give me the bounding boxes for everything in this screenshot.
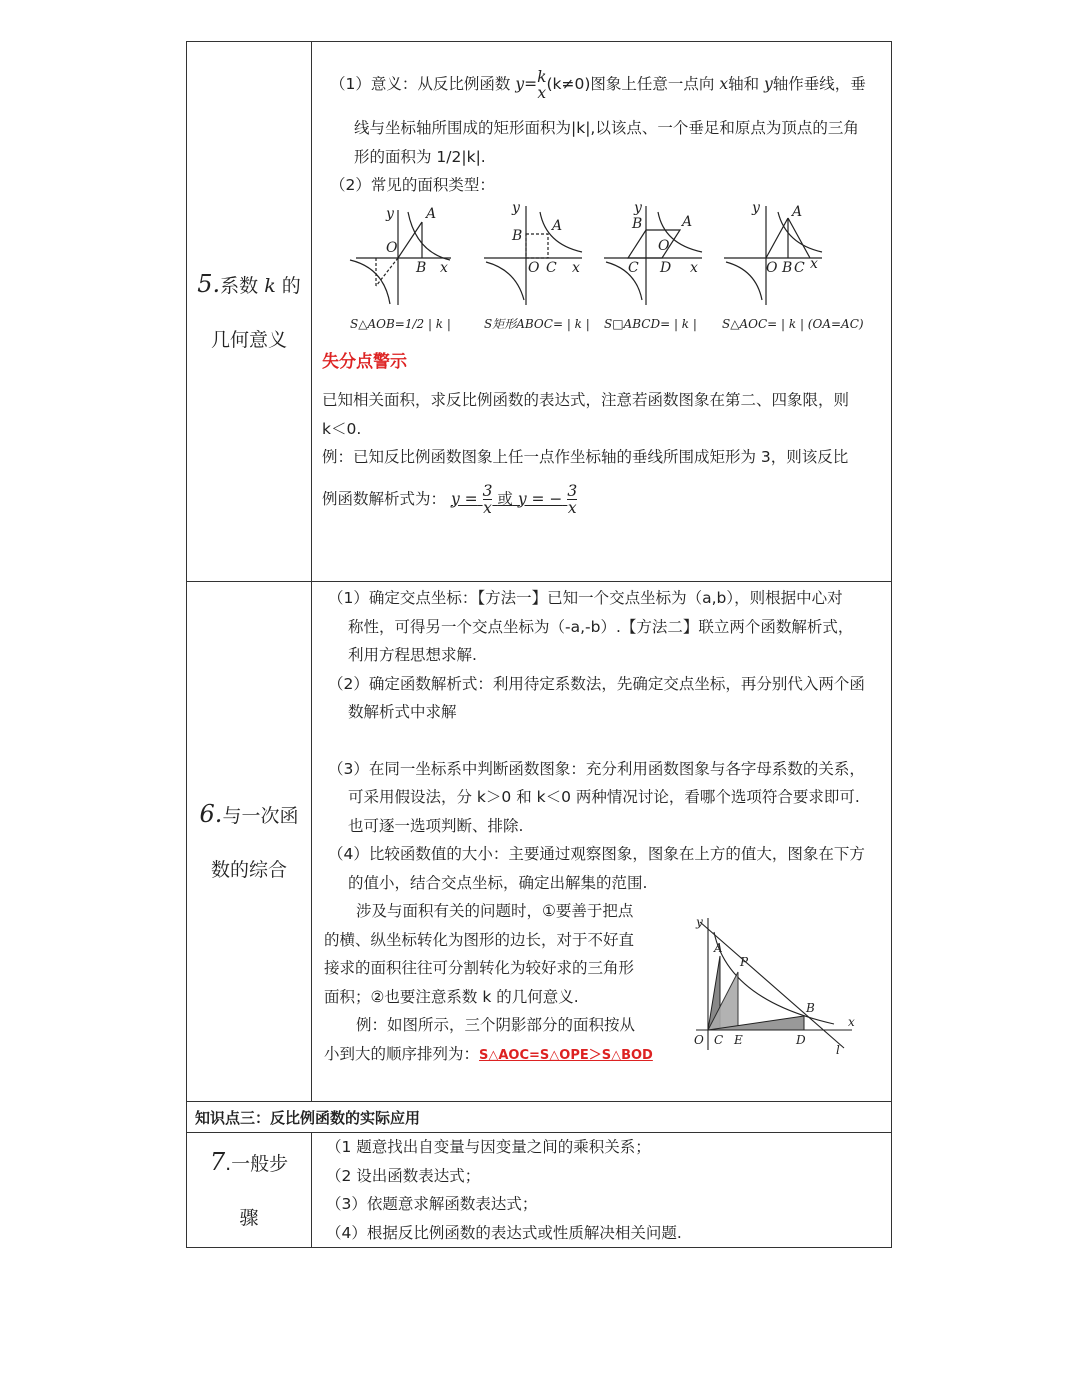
section6-number: 6.: [199, 799, 223, 828]
svg-text:O: O: [658, 237, 670, 254]
answer-fraction-1: [483, 483, 493, 516]
combo-line-10: 的值小，结合交点坐标，确定出解集的范围.: [348, 873, 648, 892]
section5-row: [187, 42, 892, 582]
svg-text:D: D: [796, 1033, 806, 1047]
section5-number: 5.: [197, 269, 221, 298]
combo-line-3: 利用方程思想求解.: [348, 646, 477, 664]
figure-4-label: S△AOC= | k | (OA=AC): [722, 316, 864, 331]
answer-y1: y =: [450, 489, 478, 508]
section7-title-a: .一般步: [225, 1153, 289, 1175]
svg-text:B: B: [416, 259, 427, 276]
section5-title-b: 的: [281, 274, 301, 297]
area-line-5: 例：如图所示，三个阴影部分的面积按从: [356, 1016, 636, 1034]
combo-line-7: 可采用假设法，分 k＞0 和 k＜0 两种情况讨论，看哪个选项符合要求即可.: [348, 788, 860, 806]
section6-content-cell: [312, 582, 892, 1102]
svg-text:y: y: [512, 199, 520, 216]
section7-number: 7: [209, 1148, 226, 1176]
combo-line-5: 数解析式中求解: [348, 703, 457, 721]
figure-4: [724, 203, 822, 305]
area-line-3: 接求的面积往往可分割转化为较好求的三角形: [324, 959, 635, 977]
section5-title-c: 几何意义: [210, 328, 287, 351]
answer-y2: y = −: [517, 489, 563, 508]
area-line-4: 面积；②也要注意系数 k 的几何意义.: [324, 987, 579, 1006]
section7-content-cell: [312, 1133, 892, 1248]
svg-text:x: x: [810, 255, 818, 272]
answer-den-1: x: [483, 498, 492, 517]
area-line-2: 的横、纵坐标转化为图形的边长，对于不好直: [324, 930, 635, 949]
knowledge-point-3-row: [187, 1102, 892, 1133]
step-3: （3）依题意求解函数表达式；: [326, 1195, 538, 1213]
svg-text:E: E: [734, 1033, 743, 1047]
svg-text:C: C: [794, 259, 805, 276]
meaning-text-b: (k≠0)图象上任意一点向: [546, 75, 715, 93]
svg-text:O: O: [528, 259, 540, 276]
answer-num-1: 3: [482, 481, 493, 500]
area-line-1: 涉及与面积有关的问题时，①要善于把点: [356, 902, 634, 920]
example-line-2: [322, 472, 883, 526]
meaning-y: y=: [515, 75, 538, 93]
fraction-numerator: k: [537, 67, 547, 86]
shaded-area-figure: [684, 912, 864, 1062]
combo-line-8: 也可逐一选项判断、排除.: [348, 816, 524, 835]
section6-title-cell: [187, 582, 312, 1102]
svg-text:l: l: [836, 1043, 840, 1057]
area-types-figures: [346, 200, 906, 340]
svg-text:x: x: [848, 1015, 855, 1029]
svg-text:x: x: [572, 259, 580, 276]
section5-content-cell: [312, 42, 892, 582]
svg-text:B: B: [632, 215, 643, 232]
combo-line-6: （3）在同一坐标系中判断函数图象：充分利用函数图象与各字母系数的关系，: [328, 759, 865, 778]
section5-title-a: 系数: [220, 274, 259, 297]
svg-text:y: y: [752, 199, 760, 216]
section6-title-b: 数的综合: [210, 858, 287, 881]
svg-text:A: A: [682, 213, 693, 230]
section5-meaning: [322, 56, 883, 200]
step-2: （2 设出函数表达式；: [326, 1166, 481, 1185]
answer-or: 或: [497, 489, 513, 508]
example-prefix: 例函数解析式为：: [322, 489, 447, 508]
figure-2: [484, 206, 582, 305]
svg-text:y: y: [634, 199, 642, 216]
figure-2-label: S矩形ABOC= | k |: [484, 316, 590, 331]
svg-text:y: y: [386, 205, 394, 222]
meaning-text-a: （1）意义：从反比例函数: [330, 75, 511, 93]
example-line-1: 例：已知反比例函数图象上任一点作坐标轴的垂线所围成矩形为 3，则该反比: [322, 448, 849, 466]
svg-text:C: C: [628, 259, 639, 276]
section7-row: [187, 1133, 892, 1248]
fraction-denominator: x: [537, 83, 547, 102]
section5-title-cell: [187, 42, 312, 582]
figure-1-label: S△AOB=1/2 | k |: [350, 316, 451, 331]
svg-text:O: O: [694, 1033, 704, 1047]
area-types-heading: （2）常见的面积类型：: [330, 176, 495, 194]
svg-text:O: O: [386, 239, 398, 256]
svg-text:A: A: [792, 203, 803, 220]
area-line-6-prefix: 小到大的顺序排列为：: [324, 1044, 480, 1063]
svg-text:y: y: [696, 915, 703, 929]
meaning-line-3: 形的面积为 1/2|k|.: [354, 147, 486, 166]
meaning-line-2: 线与坐标轴所围成的矩形面积为|k|,以该点、一个垂足和原点为顶点的三角: [354, 119, 859, 137]
warning-line-1: 已知相关面积，求反比例函数的表达式，注意若函数图象在第二、四象限，则: [322, 391, 850, 409]
warning-line-2: k＜0.: [322, 419, 362, 438]
section6-row: [187, 582, 892, 1102]
section5-title-k: k: [264, 274, 276, 297]
meaning-text-c: 轴和: [728, 75, 760, 93]
svg-text:B: B: [782, 259, 793, 276]
area-line-6: [324, 1040, 674, 1071]
svg-text:D: D: [660, 259, 672, 276]
step-4: （4）根据反比例函数的表达式或性质解决相关问题.: [326, 1223, 682, 1242]
svg-text:C: C: [714, 1033, 724, 1047]
warning-title: 失分点警示: [322, 351, 407, 372]
section6-title-a: 与一次函: [222, 804, 299, 827]
combo-line-4: （2）确定函数解析式：利用待定系数法，先确定交点坐标，再分别代入两个函: [328, 674, 865, 693]
knowledge-table: [186, 41, 892, 1248]
combo-line-2: 称性，可得另一个交点坐标为（-a,-b）.【方法二】联立两个函数解析式，: [348, 617, 854, 636]
svg-text:P: P: [740, 955, 749, 969]
svg-text:A: A: [426, 205, 437, 222]
svg-text:B: B: [806, 1001, 815, 1015]
combo-line-9: （4）比较函数值的大小：主要通过观察图象，图象在上方的值大，图象在下方: [328, 845, 865, 863]
svg-text:A: A: [714, 941, 723, 955]
answer-den-2: x: [567, 498, 577, 517]
area-answer: S△AOC=S△OPE＞S△BOD: [479, 1047, 653, 1063]
step-1: （1 题意找出自变量与因变量之间的乘积关系；: [326, 1138, 651, 1156]
svg-text:x: x: [690, 259, 698, 276]
meaning-y-axis: y: [764, 75, 773, 93]
meaning-text-d: 轴作垂线，垂: [772, 75, 866, 93]
figure-3-label: S□ABCD= | k |: [604, 316, 697, 331]
figure-1: [350, 210, 451, 305]
svg-text:B: B: [512, 227, 523, 244]
combo-line-1: （1）确定交点坐标：【方法一】已知一个交点坐标为（a,b），则根据中心对: [328, 589, 843, 607]
svg-text:A: A: [552, 217, 563, 234]
knowledge-point-3-header: 知识点三：反比例函数的实际应用: [187, 1102, 892, 1133]
example-answer: [450, 481, 578, 517]
answer-num-2: 3: [567, 481, 578, 500]
svg-text:C: C: [546, 259, 557, 276]
answer-fraction-2: [567, 483, 577, 516]
section7-title-cell: [187, 1133, 312, 1248]
svg-text:x: x: [440, 259, 448, 276]
meaning-x-axis: x: [719, 75, 729, 93]
area-problem-text: [324, 897, 674, 1070]
svg-text:O: O: [766, 259, 778, 276]
section7-title-b: 骤: [239, 1207, 259, 1229]
